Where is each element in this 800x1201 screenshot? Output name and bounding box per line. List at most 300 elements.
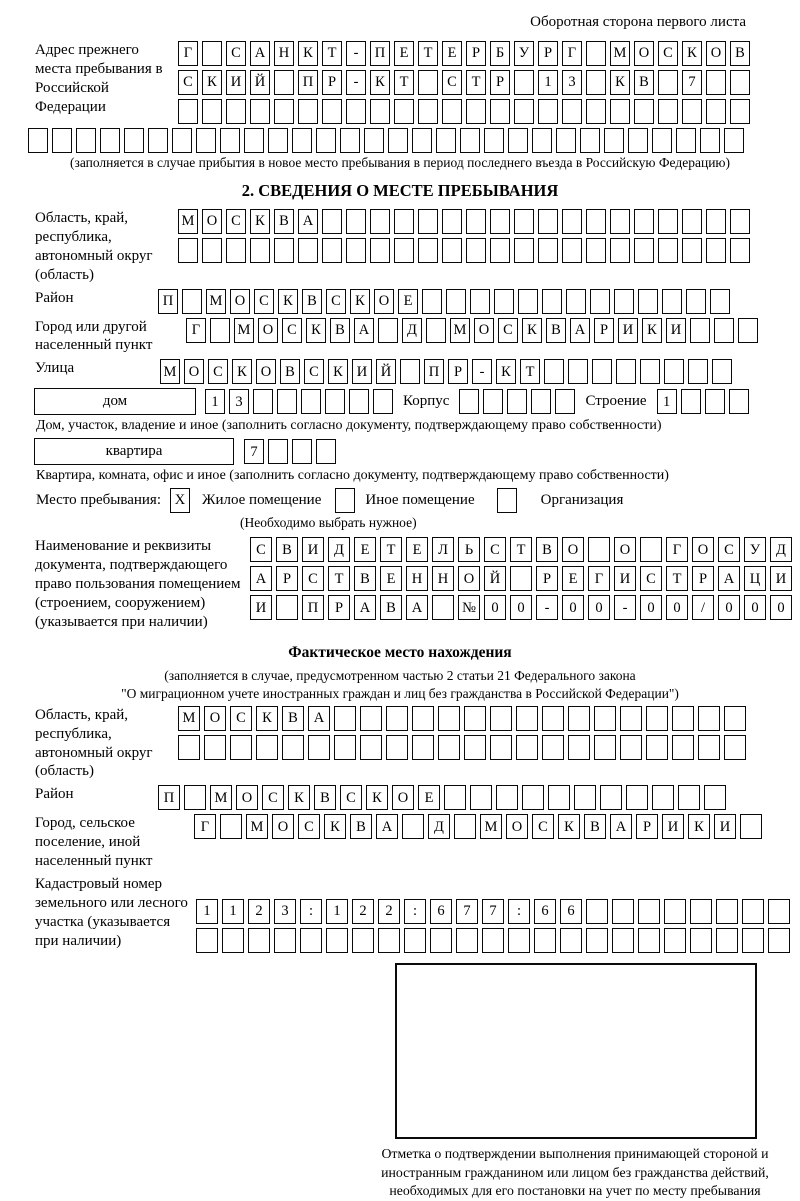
char-cell bbox=[724, 128, 744, 153]
char-cell bbox=[184, 785, 206, 810]
char-cell: К bbox=[370, 70, 390, 95]
char-cell: 1 bbox=[657, 389, 677, 414]
char-cell bbox=[196, 928, 218, 953]
char-cell bbox=[292, 128, 312, 153]
char-cell: С bbox=[718, 537, 740, 562]
char-cell bbox=[730, 99, 750, 124]
char-cell bbox=[388, 128, 408, 153]
document-row-2 bbox=[250, 566, 792, 591]
char-cell: О bbox=[614, 537, 636, 562]
stay-option-other-label: Иное помещение bbox=[365, 492, 475, 509]
city-field bbox=[0, 318, 800, 356]
char-cell bbox=[148, 128, 168, 153]
char-cell bbox=[226, 238, 246, 263]
char-cell bbox=[418, 99, 438, 124]
char-cell: И bbox=[618, 318, 638, 343]
char-cell bbox=[470, 785, 492, 810]
char-cell: В bbox=[276, 537, 298, 562]
char-cell: Е bbox=[354, 537, 376, 562]
char-cell: - bbox=[536, 595, 558, 620]
house-row bbox=[34, 388, 800, 415]
char-cell bbox=[638, 928, 660, 953]
char-cell: О bbox=[506, 814, 528, 839]
char-cell bbox=[438, 706, 460, 731]
char-cell bbox=[484, 128, 504, 153]
char-cell bbox=[658, 99, 678, 124]
registration-stamp-note: Отметка о подтверждении выполнения принимающей стороной и иностранным гражданином или лицом без гражданства действий, необходимых для его постановки на учет по месту пребывания bbox=[381, 1146, 769, 1199]
char-cell: 1 bbox=[205, 389, 225, 414]
char-cell bbox=[298, 238, 318, 263]
char-cell: 7 bbox=[456, 899, 478, 924]
char-cell: У bbox=[514, 41, 534, 66]
char-cell bbox=[568, 735, 590, 760]
prev-address-label: Адрес прежнего места пребывания в Российской Федерации bbox=[35, 42, 163, 115]
char-cell: К bbox=[328, 359, 348, 384]
stay-type-note: (Необходимо выбрать нужное) bbox=[240, 515, 417, 531]
char-cell bbox=[412, 735, 434, 760]
char-cell bbox=[729, 389, 749, 414]
char-cell: В bbox=[274, 209, 294, 234]
char-cell: И bbox=[714, 814, 736, 839]
actual-region-label: Область, край, республика, автономный округ (область) bbox=[35, 706, 153, 780]
char-cell bbox=[352, 928, 374, 953]
char-cell: Н bbox=[432, 566, 454, 591]
char-cell: 0 bbox=[562, 595, 584, 620]
char-cell bbox=[724, 735, 746, 760]
char-cell bbox=[466, 209, 486, 234]
char-cell: Г bbox=[562, 41, 582, 66]
char-cell: Л bbox=[432, 537, 454, 562]
char-cell: 1 bbox=[538, 70, 558, 95]
actual-city-label: Город, сельское поселение, иной населенный пункт bbox=[35, 815, 153, 870]
prev-address-row-1 bbox=[178, 41, 750, 66]
char-cell: Й bbox=[484, 566, 506, 591]
char-cell: В bbox=[634, 70, 654, 95]
char-cell: Т bbox=[328, 566, 350, 591]
char-cell: В bbox=[282, 706, 304, 731]
actual-city-field bbox=[0, 814, 800, 871]
char-cell: С bbox=[326, 289, 346, 314]
char-cell: О bbox=[230, 289, 250, 314]
char-cell: К bbox=[496, 359, 516, 384]
city-row bbox=[186, 318, 758, 343]
city-label: Город или другой населенный пункт bbox=[35, 318, 153, 354]
char-cell: Е bbox=[380, 566, 402, 591]
char-cell bbox=[706, 238, 726, 263]
char-cell: С bbox=[230, 706, 252, 731]
char-cell bbox=[277, 389, 297, 414]
char-cell bbox=[418, 209, 438, 234]
char-cell: 6 bbox=[430, 899, 452, 924]
char-cell bbox=[334, 735, 356, 760]
char-cell bbox=[681, 389, 701, 414]
char-cell: О bbox=[562, 537, 584, 562]
region-field bbox=[0, 209, 800, 285]
char-cell bbox=[560, 928, 582, 953]
char-cell bbox=[586, 238, 606, 263]
char-cell: П bbox=[302, 595, 324, 620]
char-cell: М bbox=[160, 359, 180, 384]
char-cell bbox=[562, 99, 582, 124]
char-cell: В bbox=[546, 318, 566, 343]
char-cell: 2 bbox=[352, 899, 374, 924]
street-row bbox=[160, 359, 732, 384]
char-cell: Д bbox=[428, 814, 450, 839]
char-cell bbox=[638, 899, 660, 924]
char-cell: И bbox=[662, 814, 684, 839]
char-cell bbox=[360, 735, 382, 760]
char-cell bbox=[426, 318, 446, 343]
char-cell: Ь bbox=[458, 537, 480, 562]
char-cell bbox=[370, 99, 390, 124]
char-cell: С bbox=[208, 359, 228, 384]
char-cell: Р bbox=[490, 70, 510, 95]
char-cell: М bbox=[450, 318, 470, 343]
char-cell: С bbox=[304, 359, 324, 384]
prev-address-field bbox=[0, 41, 800, 124]
char-cell: А bbox=[718, 566, 740, 591]
char-cell bbox=[678, 785, 700, 810]
char-cell bbox=[662, 289, 682, 314]
char-cell bbox=[620, 735, 642, 760]
char-cell bbox=[274, 70, 294, 95]
char-cell bbox=[124, 128, 144, 153]
char-cell: Р bbox=[328, 595, 350, 620]
char-cell bbox=[274, 238, 294, 263]
char-cell bbox=[412, 128, 432, 153]
region-row-2 bbox=[178, 238, 750, 263]
char-cell: Т bbox=[394, 70, 414, 95]
char-cell bbox=[316, 128, 336, 153]
document-label: Наименование и реквизиты документа, подтверждающего право пользования помещением (строением, сооружением) (указывается при наличии) bbox=[35, 538, 241, 630]
char-cell: И bbox=[250, 595, 272, 620]
char-cell: П bbox=[158, 785, 180, 810]
char-cell bbox=[268, 439, 288, 464]
char-cell: К bbox=[232, 359, 252, 384]
char-cell bbox=[334, 706, 356, 731]
char-cell: С bbox=[340, 785, 362, 810]
char-cell bbox=[418, 70, 438, 95]
char-cell bbox=[538, 99, 558, 124]
char-cell bbox=[730, 209, 750, 234]
char-cell bbox=[562, 238, 582, 263]
char-cell bbox=[586, 99, 606, 124]
char-cell: 0 bbox=[484, 595, 506, 620]
char-cell bbox=[510, 566, 532, 591]
char-cell: В bbox=[302, 289, 322, 314]
char-cell bbox=[276, 595, 298, 620]
char-cell: К bbox=[306, 318, 326, 343]
char-cell: 7 bbox=[682, 70, 702, 95]
char-cell bbox=[370, 238, 390, 263]
char-cell: Е bbox=[394, 41, 414, 66]
char-cell: - bbox=[472, 359, 492, 384]
char-cell: 2 bbox=[378, 899, 400, 924]
char-cell bbox=[100, 128, 120, 153]
char-cell: М bbox=[480, 814, 502, 839]
char-cell bbox=[202, 99, 222, 124]
stay-option-residential-label: Жилое помещение bbox=[202, 492, 322, 509]
char-cell: К bbox=[688, 814, 710, 839]
char-cell bbox=[640, 537, 662, 562]
char-cell: 3 bbox=[229, 389, 249, 414]
char-cell: О bbox=[474, 318, 494, 343]
char-cell bbox=[378, 928, 400, 953]
char-cell bbox=[730, 70, 750, 95]
char-cell bbox=[531, 389, 551, 414]
char-cell: И bbox=[352, 359, 372, 384]
prev-address-row-4 bbox=[28, 128, 800, 153]
char-cell bbox=[652, 128, 672, 153]
char-cell bbox=[202, 41, 222, 66]
char-cell bbox=[490, 209, 510, 234]
char-cell bbox=[568, 359, 588, 384]
char-cell bbox=[514, 238, 534, 263]
char-cell bbox=[326, 928, 348, 953]
char-cell: Т bbox=[520, 359, 540, 384]
char-cell bbox=[658, 70, 678, 95]
char-cell: С bbox=[658, 41, 678, 66]
char-cell bbox=[658, 238, 678, 263]
char-cell bbox=[556, 128, 576, 153]
char-cell bbox=[178, 238, 198, 263]
char-cell bbox=[586, 209, 606, 234]
actual-district-row bbox=[158, 785, 726, 810]
char-cell: О bbox=[258, 318, 278, 343]
char-cell: О bbox=[256, 359, 276, 384]
char-cell bbox=[604, 128, 624, 153]
district-row bbox=[158, 289, 730, 314]
char-cell bbox=[532, 128, 552, 153]
char-cell bbox=[220, 128, 240, 153]
char-cell: Г bbox=[186, 318, 206, 343]
char-cell bbox=[634, 99, 654, 124]
char-cell: С bbox=[532, 814, 554, 839]
char-cell bbox=[253, 389, 273, 414]
char-cell bbox=[698, 735, 720, 760]
district-field bbox=[0, 289, 800, 314]
char-cell bbox=[76, 128, 96, 153]
char-cell bbox=[542, 735, 564, 760]
document-field bbox=[0, 537, 800, 631]
char-cell bbox=[470, 289, 490, 314]
char-cell bbox=[740, 814, 762, 839]
char-cell bbox=[364, 128, 384, 153]
char-cell bbox=[566, 289, 586, 314]
char-cell: И bbox=[666, 318, 686, 343]
char-cell bbox=[542, 706, 564, 731]
char-cell bbox=[548, 785, 570, 810]
char-cell: С bbox=[640, 566, 662, 591]
char-cell: 6 bbox=[534, 899, 556, 924]
char-cell: : bbox=[508, 899, 530, 924]
char-cell bbox=[600, 785, 622, 810]
char-cell: К bbox=[558, 814, 580, 839]
char-cell: 0 bbox=[744, 595, 766, 620]
char-cell: Д bbox=[328, 537, 350, 562]
char-cell: О bbox=[272, 814, 294, 839]
char-cell bbox=[610, 99, 630, 124]
char-cell: Р bbox=[448, 359, 468, 384]
stroenie-cells bbox=[657, 389, 749, 414]
char-cell: / bbox=[692, 595, 714, 620]
char-cell bbox=[542, 289, 562, 314]
char-cell: 1 bbox=[326, 899, 348, 924]
char-cell bbox=[394, 238, 414, 263]
char-cell: О bbox=[706, 41, 726, 66]
char-cell: 0 bbox=[718, 595, 740, 620]
char-cell bbox=[464, 735, 486, 760]
char-cell: Б bbox=[490, 41, 510, 66]
char-cell: Р bbox=[322, 70, 342, 95]
char-cell: С bbox=[302, 566, 324, 591]
char-cell bbox=[256, 735, 278, 760]
char-cell: П bbox=[158, 289, 178, 314]
checkbox-residential: X bbox=[170, 488, 190, 513]
char-cell bbox=[52, 128, 72, 153]
char-cell bbox=[516, 706, 538, 731]
house-cells bbox=[205, 389, 393, 414]
char-cell bbox=[738, 318, 758, 343]
char-cell bbox=[690, 318, 710, 343]
region-label: Область, край, республика, автономный округ (область) bbox=[35, 210, 153, 283]
char-cell: О bbox=[204, 706, 226, 731]
char-cell: М bbox=[210, 785, 232, 810]
char-cell: М bbox=[610, 41, 630, 66]
char-cell: В bbox=[350, 814, 372, 839]
char-cell: К bbox=[256, 706, 278, 731]
char-cell: О bbox=[374, 289, 394, 314]
char-cell: К bbox=[278, 289, 298, 314]
char-cell: К bbox=[366, 785, 388, 810]
char-cell bbox=[706, 70, 726, 95]
char-cell bbox=[300, 928, 322, 953]
char-cell bbox=[422, 289, 442, 314]
char-cell: Й bbox=[250, 70, 270, 95]
document-row-3 bbox=[250, 595, 792, 620]
char-cell: : bbox=[300, 899, 322, 924]
char-cell bbox=[172, 128, 192, 153]
char-cell: О bbox=[236, 785, 258, 810]
char-cell bbox=[402, 814, 424, 839]
char-cell bbox=[626, 785, 648, 810]
char-cell bbox=[507, 389, 527, 414]
char-cell: Р bbox=[466, 41, 486, 66]
char-cell bbox=[716, 899, 738, 924]
char-cell bbox=[418, 238, 438, 263]
char-cell: М bbox=[246, 814, 268, 839]
char-cell bbox=[340, 128, 360, 153]
char-cell bbox=[544, 359, 564, 384]
char-cell bbox=[562, 209, 582, 234]
char-cell bbox=[394, 209, 414, 234]
char-cell bbox=[698, 706, 720, 731]
stay-option-organization-label: Организация bbox=[540, 492, 624, 509]
char-cell bbox=[700, 128, 720, 153]
char-cell bbox=[370, 209, 390, 234]
char-cell: С bbox=[250, 537, 272, 562]
char-cell: Т bbox=[322, 41, 342, 66]
char-cell bbox=[446, 289, 466, 314]
char-cell: П bbox=[424, 359, 444, 384]
house-note: Дом, участок, владение и иное (заполнить согласно документу, подтверждающему право собственности) bbox=[36, 418, 662, 434]
char-cell bbox=[682, 238, 702, 263]
char-cell: В bbox=[380, 595, 402, 620]
char-cell bbox=[204, 735, 226, 760]
char-cell bbox=[518, 289, 538, 314]
char-cell: А bbox=[406, 595, 428, 620]
char-cell: С bbox=[226, 41, 246, 66]
actual-location-note-1: (заполняется в случае, предусмотренном частью 2 статьи 21 Федерального закона bbox=[164, 667, 636, 683]
char-cell bbox=[250, 238, 270, 263]
char-cell bbox=[594, 706, 616, 731]
char-cell bbox=[268, 128, 288, 153]
char-cell bbox=[210, 318, 230, 343]
char-cell bbox=[226, 99, 246, 124]
char-cell bbox=[688, 359, 708, 384]
char-cell bbox=[360, 706, 382, 731]
char-cell bbox=[652, 785, 674, 810]
cadastre-field bbox=[0, 875, 800, 953]
char-cell bbox=[466, 238, 486, 263]
char-cell bbox=[322, 99, 342, 124]
char-cell: Р bbox=[636, 814, 658, 839]
char-cell bbox=[646, 706, 668, 731]
char-cell bbox=[28, 128, 48, 153]
char-cell: Н bbox=[274, 41, 294, 66]
char-cell: А bbox=[610, 814, 632, 839]
prev-address-row-3 bbox=[178, 99, 750, 124]
char-cell bbox=[466, 99, 486, 124]
char-cell: Г bbox=[178, 41, 198, 66]
stay-type-label: Место пребывания: bbox=[36, 492, 161, 509]
korpus-label: Корпус bbox=[403, 393, 450, 410]
char-cell: С bbox=[442, 70, 462, 95]
char-cell: В bbox=[280, 359, 300, 384]
char-cell: 1 bbox=[222, 899, 244, 924]
char-cell: С bbox=[282, 318, 302, 343]
char-cell: 0 bbox=[510, 595, 532, 620]
char-cell bbox=[580, 128, 600, 153]
char-cell bbox=[404, 928, 426, 953]
char-cell bbox=[742, 928, 764, 953]
char-cell bbox=[202, 238, 222, 263]
char-cell: А bbox=[354, 318, 374, 343]
char-cell: Е bbox=[418, 785, 440, 810]
char-cell bbox=[386, 735, 408, 760]
street-field bbox=[0, 359, 800, 384]
char-cell bbox=[616, 359, 636, 384]
actual-region-row-1 bbox=[178, 706, 746, 731]
char-cell: К bbox=[324, 814, 346, 839]
actual-location-note-2: "О миграционном учете иностранных граждан и лиц без гражданства в Российской Федерации") bbox=[121, 685, 679, 701]
actual-district-label: Район bbox=[35, 786, 74, 803]
char-cell: 3 bbox=[274, 899, 296, 924]
char-cell bbox=[456, 928, 478, 953]
char-cell bbox=[690, 899, 712, 924]
char-cell bbox=[664, 359, 684, 384]
char-cell: Д bbox=[770, 537, 792, 562]
char-cell bbox=[592, 359, 612, 384]
char-cell bbox=[714, 318, 734, 343]
char-cell: 0 bbox=[770, 595, 792, 620]
char-cell bbox=[522, 785, 544, 810]
char-cell bbox=[322, 238, 342, 263]
char-cell bbox=[716, 928, 738, 953]
char-cell bbox=[628, 128, 648, 153]
char-cell: П bbox=[370, 41, 390, 66]
char-cell bbox=[386, 706, 408, 731]
